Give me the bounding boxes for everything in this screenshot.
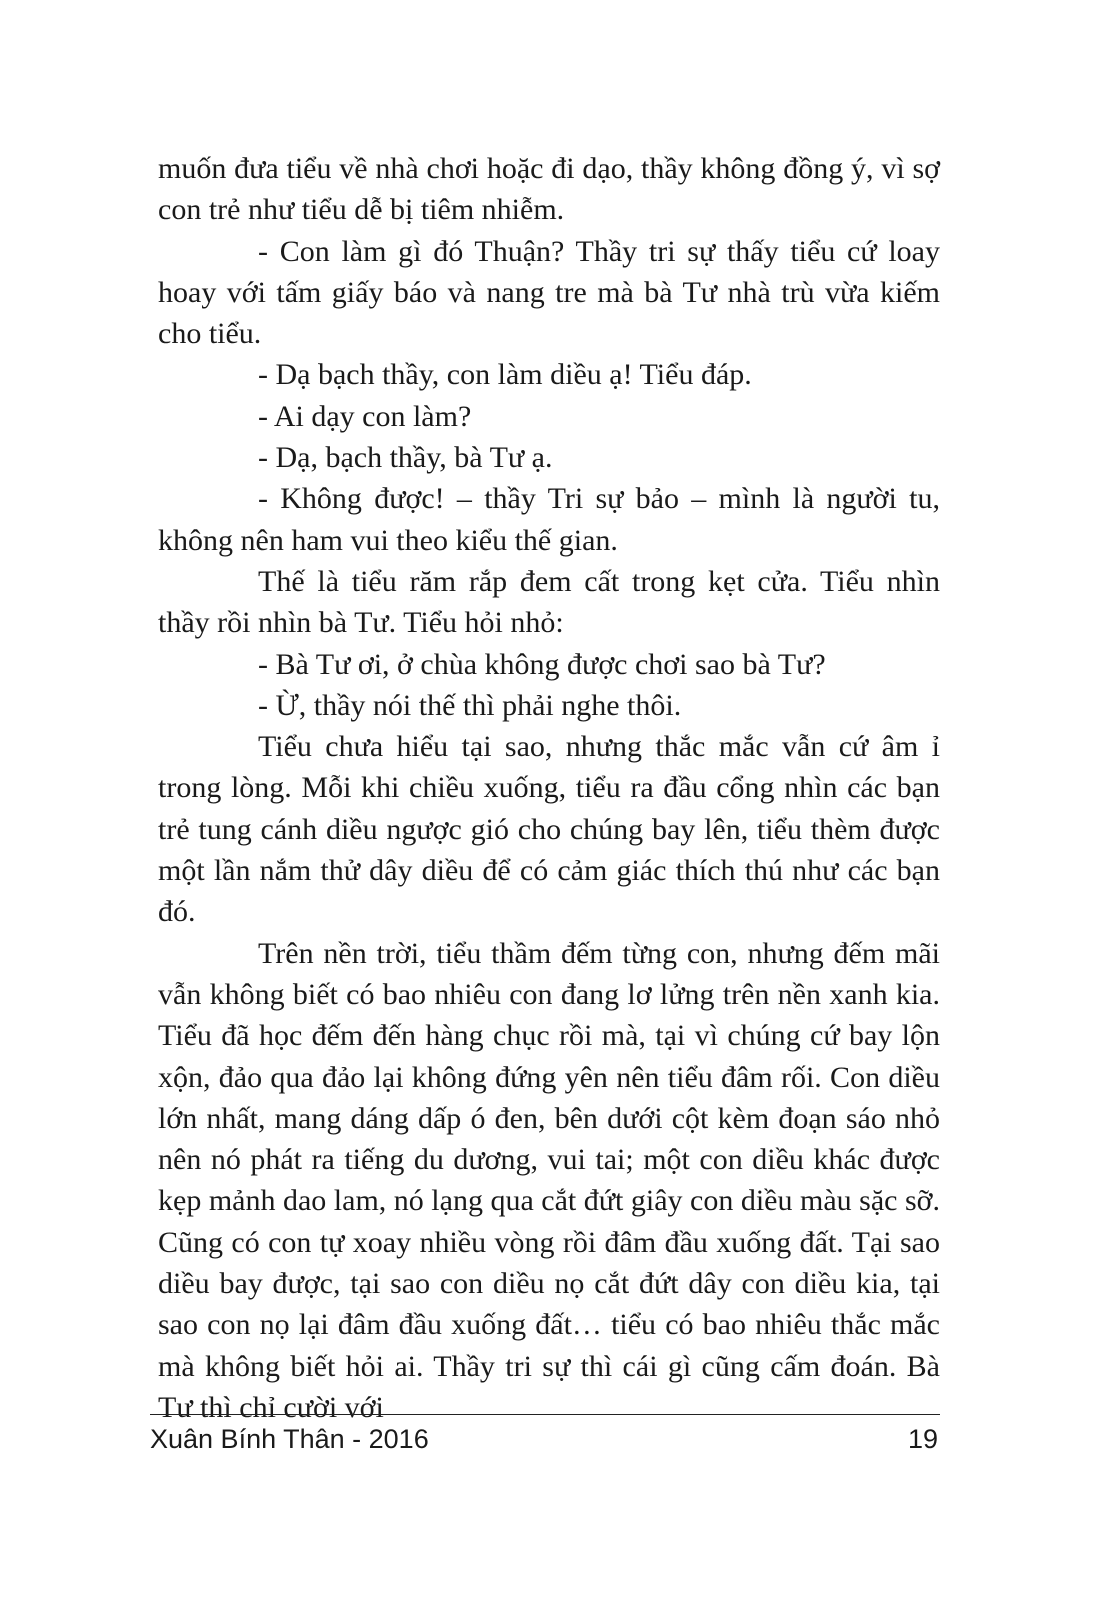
paragraph-1: muốn đưa tiểu về nhà chơi hoặc đi dạo, thầy không đồng ý, vì sợ con trẻ như tiểu dễ bị tiêm nhiễm.: [158, 152, 940, 227]
paragraph-3: - Dạ bạch thầy, con làm diều ạ! Tiểu đáp.: [258, 358, 752, 392]
footer-title: Xuân Bính Thân - 2016: [150, 1424, 429, 1454]
page-number: 19: [907, 1424, 938, 1454]
paragraph-4: - Ai dạy con làm?: [258, 399, 472, 433]
paragraph-8: - Bà Tư ơi, ở chùa không được chơi sao bà Tư?: [258, 647, 826, 681]
paragraph-6: - Không được! – thầy Tri sự bảo – mình là người tu, không nên ham vui theo kiểu thế gian.: [158, 482, 940, 557]
paragraph-5: - Dạ, bạch thầy, bà Tư ạ.: [258, 441, 553, 475]
paragraph-11: Trên nền trời, tiểu thầm đếm từng con, nhưng đếm mãi vẫn không biết có bao nhiêu con đang lơ lửng trên nền xanh kia. Tiểu đã học đếm đến hàng chục rồi mà, tại vì chúng cứ bay lộn xộn, đảo qua đảo lại không đứng yên nên tiểu đâm rối. Con diều lớn nhất, mang dáng dấp ó đen, bên dưới cột kèm đoạn sáo nhỏ nên nó phát ra tiếng du dương, vui tai; một con diều khác được kẹp mảnh dao lam, nó lạng qua cắt đứt giây con diều màu sặc sỡ. Cũng có con tự xoay nhiều vòng rồi đâm đầu xuống đất. Tại sao diều bay được, tại sao con diều nọ cắt đứt dây con diều kia, tại sao con nọ lại đâm đầu xuống đất… tiểu có bao nhiêu thắc mắc mà không biết hỏi ai. Thầy tri sự thì cái gì cũng cấm đoán. Bà Tư thì chỉ cười với: [158, 936, 940, 1424]
paragraph-7: Thế là tiểu răm rắp đem cất trong kẹt cửa. Tiểu nhìn thầy rồi nhìn bà Tư. Tiểu hỏi nhỏ:: [158, 564, 940, 640]
paragraph-2: - Con làm gì đó Thuận? Thầy tri sự thấy tiểu cứ loay hoay với tấm giấy báo và nang tre mà bà Tư nhà trù vừa kiếm cho tiểu.: [158, 234, 940, 351]
paragraph-9: - Ừ, thầy nói thế thì phải nghe thôi.: [258, 688, 682, 722]
body-text: [158, 148, 940, 1428]
footer-divider: [150, 1414, 940, 1415]
paragraph-10: Tiểu chưa hiểu tại sao, nhưng thắc mắc vẫn cứ âm ỉ trong lòng. Mỗi khi chiều xuống, tiểu ra đầu cổng nhìn các bạn trẻ tung cánh diều ngược gió cho chúng bay lên, tiểu thèm được một lần nắm thử dây diều để có cảm giác thích thú như các bạn đó.: [158, 730, 940, 929]
